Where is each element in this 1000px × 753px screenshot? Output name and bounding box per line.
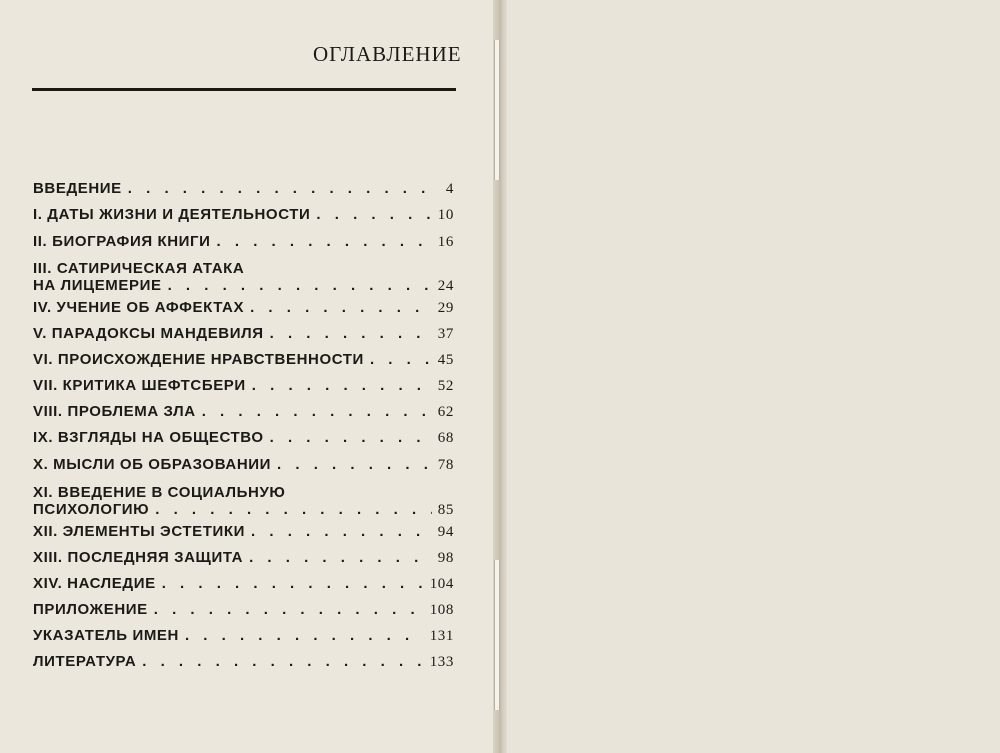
toc-dot-leader <box>270 429 432 446</box>
toc-entry-title: VI. ПРОИСХОЖДЕНИЕ НРАВСТВЕННОСТИ <box>33 351 364 368</box>
toc-page-number: 131 <box>429 628 454 644</box>
toc-entry-title: X. МЫСЛИ ОБ ОБРАЗОВАНИИ <box>33 456 272 473</box>
toc-entry <box>33 484 454 519</box>
toc-dot-leader <box>217 233 432 250</box>
toc-entry <box>33 299 454 317</box>
toc-dot-leader <box>142 653 423 670</box>
toc-dot-leader <box>168 277 432 294</box>
toc-entry-title: ПСИХОЛОГИЮ <box>33 501 150 518</box>
toc-heading: ОГЛАВЛЕНИЕ <box>313 42 462 66</box>
toc-entry-title: XIV. НАСЛЕДИЕ <box>33 575 156 592</box>
toc-page-number: 10 <box>437 207 454 223</box>
binding-staple <box>494 560 500 710</box>
toc-dot-leader <box>155 501 432 518</box>
toc-dot-leader <box>251 523 432 540</box>
toc-entry-title: II. БИОГРАФИЯ КНИГИ <box>33 233 211 250</box>
right-page <box>500 0 1000 753</box>
toc-entry-title: XII. ЭЛЕМЕНТЫ ЭСТЕТИКИ <box>33 523 246 540</box>
toc-page-number: 37 <box>437 326 454 342</box>
toc-entry <box>33 429 454 447</box>
toc-entry <box>33 601 454 619</box>
toc-dot-leader <box>270 325 432 342</box>
toc-entry-title: I. ДАТЫ ЖИЗНИ И ДЕЯТЕЛЬНОСТИ <box>33 206 311 223</box>
toc-dot-leader <box>128 180 440 197</box>
toc-entry <box>33 180 454 198</box>
toc-dot-leader <box>185 627 424 644</box>
toc-dot-leader <box>162 575 424 592</box>
toc-entry <box>33 456 454 474</box>
toc-page-number: 78 <box>437 457 454 473</box>
toc-dot-leader <box>277 456 432 473</box>
toc-entry-title: XI. ВВЕДЕНИЕ В СОЦИАЛЬНУЮ <box>33 484 286 501</box>
toc-entry-title: IX. ВЗГЛЯДЫ НА ОБЩЕСТВО <box>33 429 264 446</box>
toc-entry <box>33 325 454 343</box>
toc-entry-title: НА ЛИЦЕМЕРИЕ <box>33 277 162 294</box>
toc-page-number: 68 <box>437 430 454 446</box>
toc-page-number: 4 <box>445 181 454 197</box>
toc-page-number: 108 <box>429 602 454 618</box>
toc-entry-title: IV. УЧЕНИЕ ОБ АФФЕКТАХ <box>33 299 245 316</box>
toc-entry <box>33 206 454 224</box>
toc-entry <box>33 351 454 369</box>
toc-page-number: 133 <box>429 654 454 670</box>
toc-page-number: 29 <box>437 300 454 316</box>
toc-entry-title: ЛИТЕРАТУРА <box>33 653 137 670</box>
toc-entry-title: V. ПАРАДОКСЫ МАНДЕВИЛЯ <box>33 325 264 342</box>
toc-page-number: 62 <box>437 404 454 420</box>
toc-page-number: 16 <box>437 234 454 250</box>
toc-entry <box>33 523 454 541</box>
toc-page-number: 94 <box>437 524 454 540</box>
toc-entry <box>33 403 454 421</box>
toc-page-number: 98 <box>437 550 454 566</box>
toc-page-number: 85 <box>437 502 454 518</box>
toc-entry <box>33 377 454 395</box>
toc-page-number: 45 <box>437 352 454 368</box>
toc-entry <box>33 653 454 671</box>
toc-entry-title: ВВЕДЕНИЕ <box>33 180 122 197</box>
binding-staple <box>494 40 500 180</box>
toc-dot-leader <box>154 601 424 618</box>
toc-page-number: 52 <box>437 378 454 394</box>
toc-dot-leader <box>370 351 432 368</box>
toc-entry <box>33 575 454 593</box>
toc-dot-leader <box>202 403 432 420</box>
toc-entry-title: III. САТИРИЧЕСКАЯ АТАКА <box>33 260 245 277</box>
toc-entry-title: XIII. ПОСЛЕДНЯЯ ЗАЩИТА <box>33 549 244 566</box>
toc-entry <box>33 233 454 251</box>
toc-entry-title: VII. КРИТИКА ШЕФТСБЕРИ <box>33 377 246 394</box>
toc-dot-leader <box>250 299 432 316</box>
toc-entry <box>33 549 454 567</box>
toc-page-number: 24 <box>437 278 454 294</box>
toc-page-number: 104 <box>429 576 454 592</box>
toc-heading-rule <box>32 88 456 91</box>
toc-entry-title: VIII. ПРОБЛЕМА ЗЛА <box>33 403 196 420</box>
toc-dot-leader <box>252 377 432 394</box>
toc-entry <box>33 627 454 645</box>
toc-entry <box>33 260 454 295</box>
toc-entry-title: ПРИЛОЖЕНИЕ <box>33 601 148 618</box>
toc-entry-title: УКАЗАТЕЛЬ ИМЕН <box>33 627 179 644</box>
toc-dot-leader <box>316 206 431 223</box>
toc-dot-leader <box>249 549 432 566</box>
